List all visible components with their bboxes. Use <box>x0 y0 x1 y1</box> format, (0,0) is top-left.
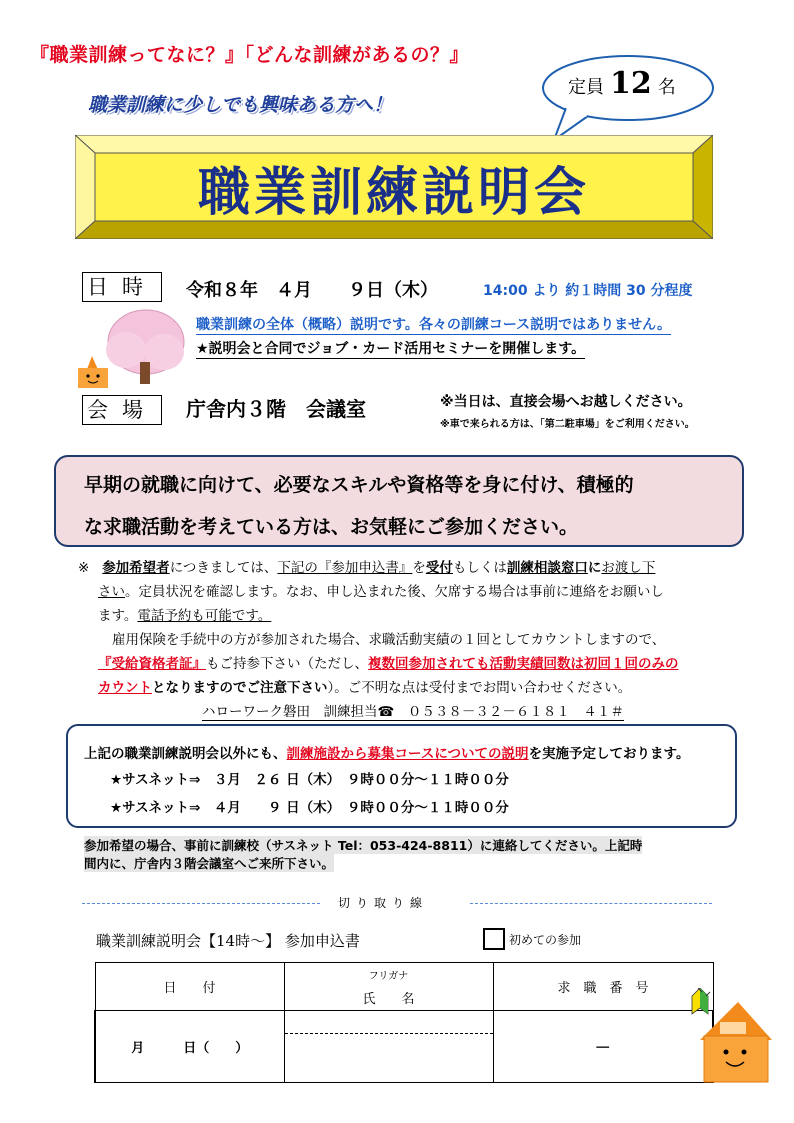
venue-label: 会場 <box>82 395 162 425</box>
contact-phone: ハローワーク磐田 訓練担当☎ ０５３８－３２－６１８１ ４１＃ <box>202 700 624 721</box>
furigana-input[interactable] <box>285 1011 493 1034</box>
note-line-6: カウントとなりますのでご注意下さい）。ご不明な点は受付までお問い合わせください。 <box>98 680 632 696</box>
note-line-5: 『受給資格者証』もご持参下さい（ただし、複数回参加されても活動実績回数は初回１回のみの <box>98 656 679 672</box>
session-april: ★サスネット⇒ ４月 ９ 日（木） ９時００分～１１時００分 <box>110 800 509 816</box>
venue-value: 庁舎内３階 会議室 <box>186 397 366 421</box>
header-date: 日 付 <box>95 963 284 1011</box>
contact-note-2: 間内に、庁舎内３階会議室へご来所下さい。 <box>84 856 335 871</box>
date-value: 令和８年 ４月 ９日（木） <box>186 280 438 301</box>
cutline-right <box>470 903 712 904</box>
other-sessions-intro: 上記の職業訓練説明会以外にも、訓練施設から募集コースについての説明を実施予定しております。 <box>84 746 690 762</box>
note-line-1: ※ 参加希望者につきましては、下記の『参加申込書』を受付もしくは訓練相談窓口にお渡し下 <box>78 560 656 576</box>
cutline-label: 切り取り線 <box>338 896 429 910</box>
application-form-table <box>94 962 714 1083</box>
beginner-character-illustration <box>686 988 776 1088</box>
overview-note: 職業訓練の全体（概略）説明です。各々の訓練コース説明ではありません。 <box>196 314 671 335</box>
date-input[interactable]: 月 日（ ） <box>95 1011 284 1083</box>
header-name-label: 氏 名 <box>362 991 415 1007</box>
form-title: 職業訓練説明会【14時～】 参加申込書 <box>96 932 360 950</box>
header-name <box>284 963 493 1011</box>
note-line-2: さい。定員状況を確認します。なお、申し込まれた後、欠席する場合は事前に連絡をお願いし <box>98 584 664 600</box>
first-time-checkbox[interactable] <box>483 928 505 950</box>
note-line-4: 雇用保険を手続中の方が参加された場合、求職活動実績の１回としてカウントしますので、 <box>112 632 666 648</box>
name-field[interactable] <box>285 1034 493 1082</box>
header-jobno: 求 職 番 号 <box>493 963 713 1011</box>
venue-note: ※当日は、直接会場へお越しください。 <box>440 394 692 410</box>
jobno-input[interactable]: － <box>493 1011 713 1083</box>
message-line-1: 早期の就職に向けて、必要なスキルや資格等を身に付け、積極的 <box>84 474 634 496</box>
datetime-label: 日時 <box>82 272 162 302</box>
blue-subtitle: 職業訓練に少しでも興味ある方へ！ <box>88 94 393 116</box>
sakura-tree-illustration <box>76 302 196 388</box>
parking-note: ※車で来られる方は、「第二駐車場」をご利用ください。 <box>440 419 695 430</box>
red-headline: 『職業訓練ってなに？』「どんな訓練があるの？』 <box>30 44 470 66</box>
first-time-label: 初めての参加 <box>509 933 582 947</box>
seminar-note: ★説明会と合同でジョブ・カード活用セミナーを開催します。 <box>196 338 585 359</box>
note-line-3: ます。電話予約も可能です。 <box>98 608 272 624</box>
message-line-2: な求職活動を考えている方は、お気軽にご参加ください。 <box>84 516 579 538</box>
capacity-text: 定員 12 名 <box>568 66 676 101</box>
session-march: ★サスネット⇒ ３月 ２６ 日（木） ９時００分～１１時００分 <box>110 772 509 788</box>
header-furigana: フリガナ <box>368 970 409 982</box>
time-value: 14:00 より 約１時間 30 分程度 <box>483 283 693 299</box>
name-input[interactable] <box>284 1011 493 1083</box>
banner-title: 職業訓練説明会 <box>197 162 590 223</box>
cutline-left <box>82 903 320 904</box>
contact-note-1: 参加希望の場合、事前に訓練校（サスネット Tel：053-424-8811）に連絡してください。上記時 <box>84 838 643 853</box>
